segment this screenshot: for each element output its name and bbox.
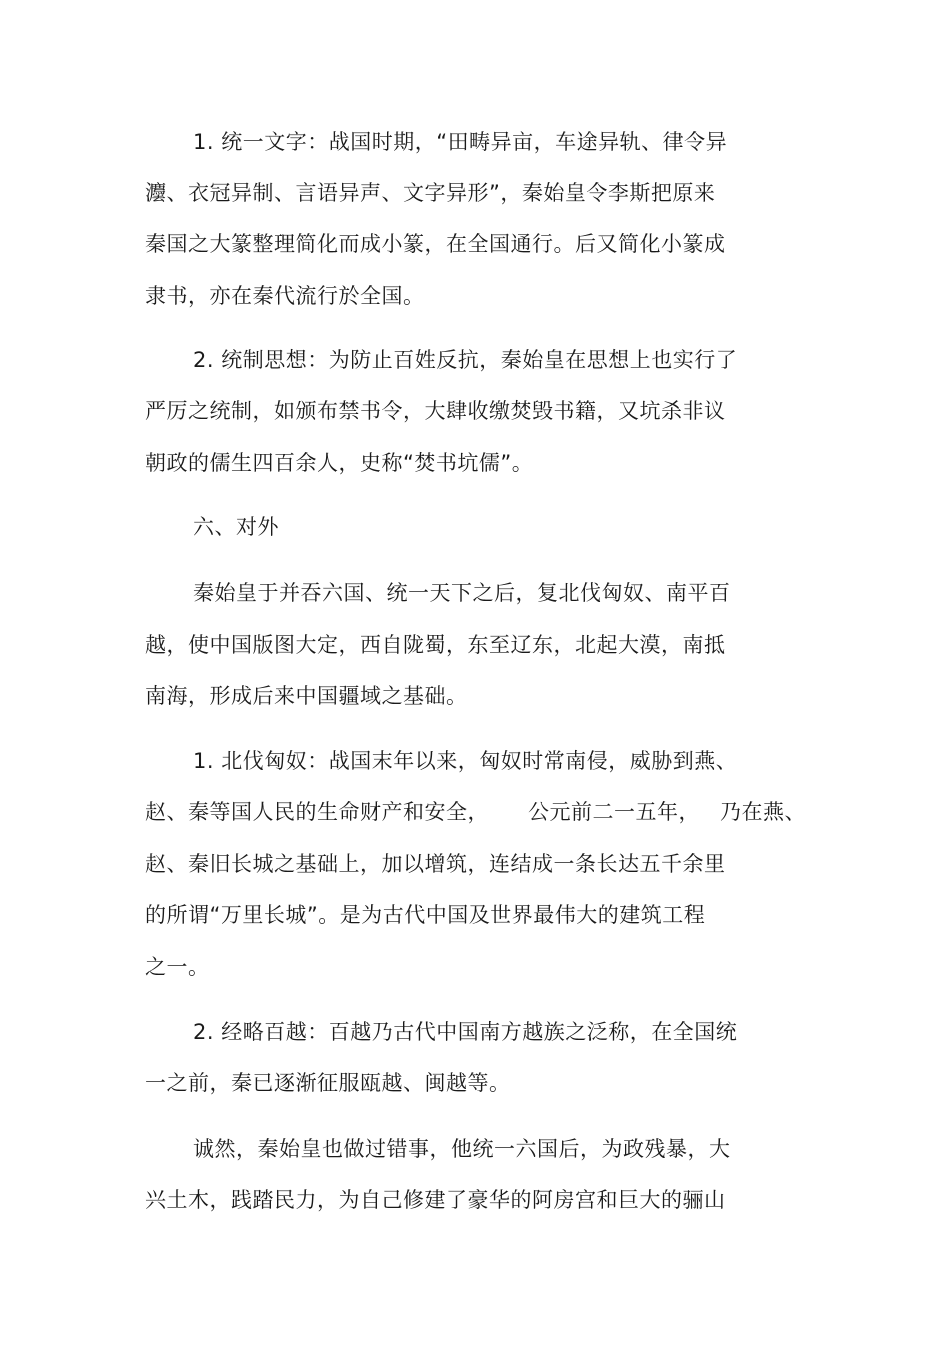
paragraph-1-line-3: 秦国之大篆整理简化而成小篆，在全国通行。后又简化小篆成 — [145, 232, 726, 256]
paragraph-4-line-5: 之一。 — [145, 955, 210, 979]
paragraph-3-line-2: 越，使中国版图大定，西自陇蜀，东至辽东，北起大漠，南抵 — [145, 633, 726, 657]
paragraph-4-line-4: 的所谓“万里长城”。是为古代中国及世界最伟大的建筑工程 — [145, 903, 706, 927]
paragraph-4-line-1: 1. 北伐匈奴：战国末年以来，匈奴时常南侵，威胁到燕、 — [193, 749, 738, 773]
paragraph-6-line-2: 兴土木，践踏民力，为自己修建了豪华的阿房宫和巨大的骊山 — [145, 1188, 726, 1212]
paragraph-4-line-2 — [145, 798, 805, 826]
paragraph-4-line-2-part-2: 公元前二一五年， — [528, 800, 700, 824]
paragraph-1-line-4: 隶书，亦在秦代流行於全国。 — [145, 284, 425, 308]
paragraph-6-line-1: 诚然，秦始皇也做过错事，他统一六国后，为政残暴，大 — [193, 1137, 731, 1161]
paragraph-5-line-2: 一之前，秦已逐渐征服瓯越、闽越等。 — [145, 1071, 511, 1095]
paragraph-3-line-3: 南海，形成后来中国疆域之基础。 — [145, 684, 468, 708]
paragraph-4-line-2-part-1: 赵、秦等国人民的生命财产和安全， — [145, 800, 489, 824]
paragraph-3-line-1: 秦始皇于并吞六国、统一天下之后，复北伐匈奴、南平百 — [193, 581, 731, 605]
section-heading: 六、对外 — [193, 515, 279, 539]
paragraph-1-line-1: 1. 统一文字：战国时期，“田畴异亩，车途异轨、律令异 — [193, 130, 728, 154]
paragraph-4-line-3: 赵、秦旧长城之基础上，加以增筑，连结成一条长达五千余里 — [145, 852, 726, 876]
paragraph-2-line-3: 朝政的儒生四百余人，史称“焚书坑儒”。 — [145, 451, 534, 475]
paragraph-1-line-2: 灋、衣冠异制、言语异声、文字异形”，秦始皇令李斯把原来 — [145, 181, 716, 205]
paragraph-4-line-2-part-3: 乃在燕、 — [720, 800, 806, 824]
paragraph-2-line-1: 2. 统制思想：为防止百姓反抗，秦始皇在思想上也实行了 — [193, 348, 738, 372]
paragraph-2-line-2: 严厉之统制，如颁布禁书令，大肆收缴焚毁书籍，又坑杀非议 — [145, 399, 726, 423]
paragraph-5-line-1: 2. 经略百越：百越乃古代中国南方越族之泛称，在全国统 — [193, 1020, 738, 1044]
